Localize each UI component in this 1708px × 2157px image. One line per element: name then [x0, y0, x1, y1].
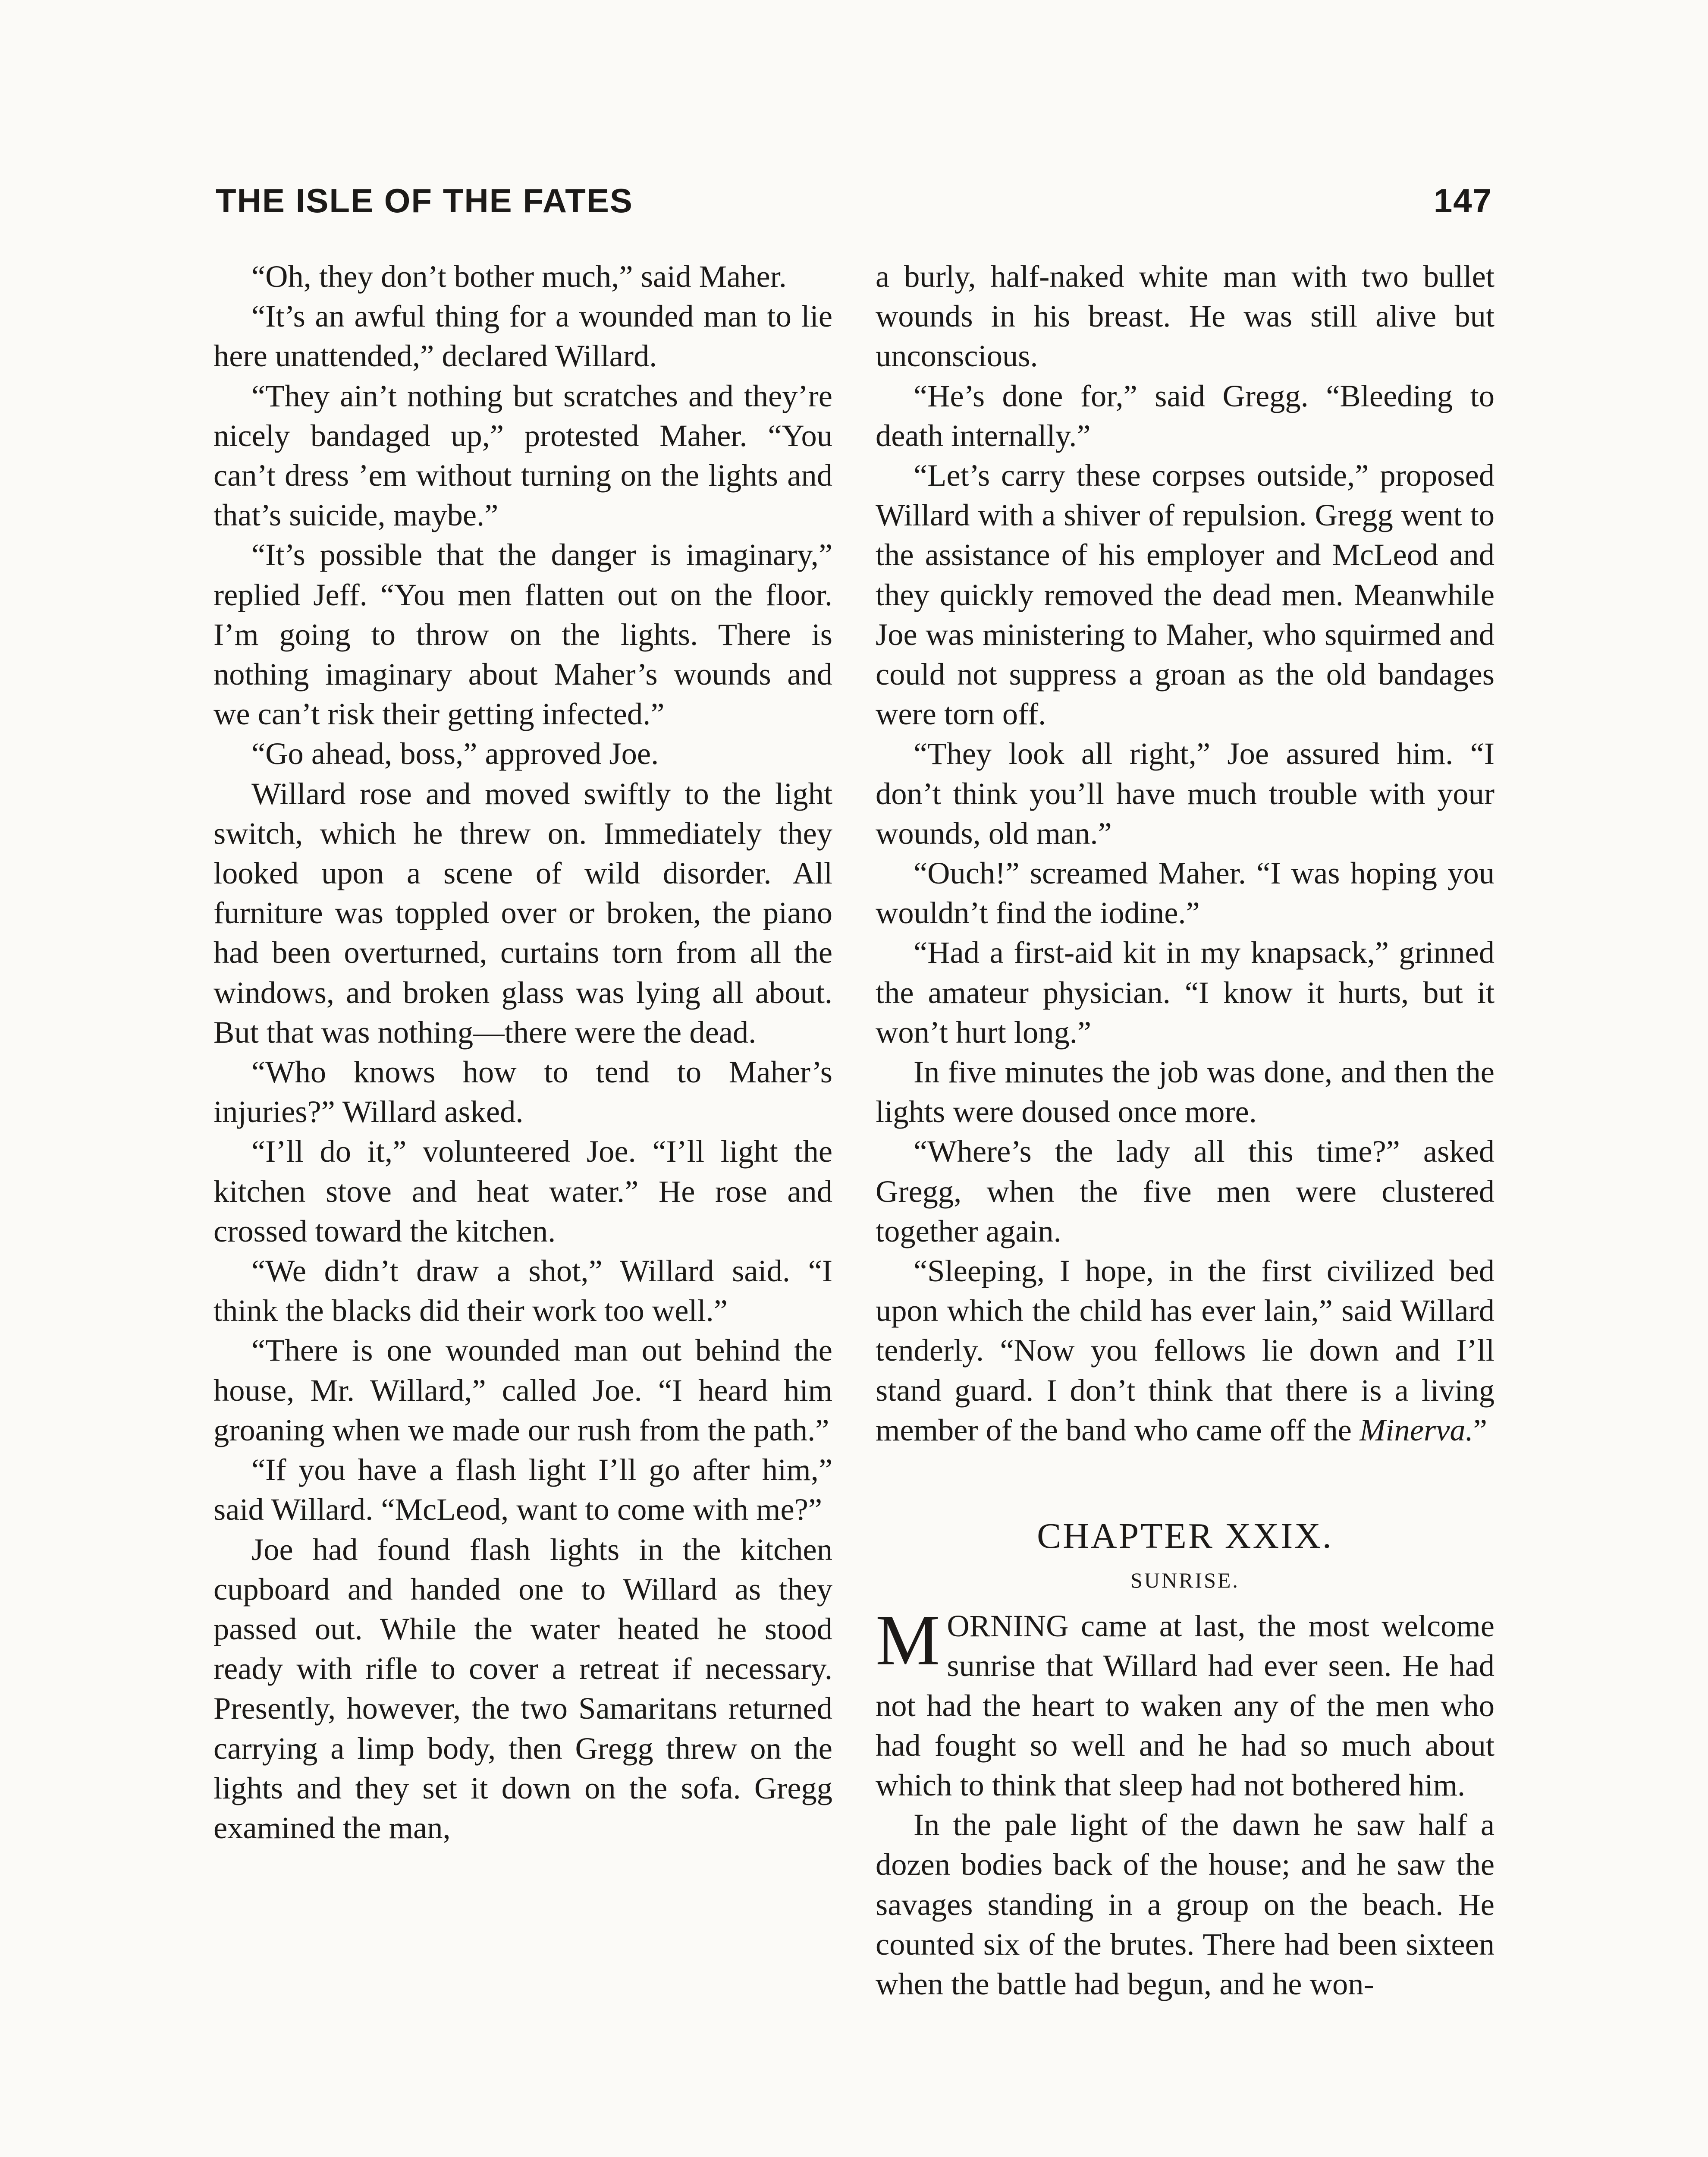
paragraph: “They look all right,” Joe assured him. “I don’t think you’ll have much trouble with your wounds, old man.” — [876, 736, 1494, 851]
opening-paragraph-text: ORNING came at last, the most welcome sunrise that Willard had ever seen. He had not had the heart to waken any of the men who had fought so well and he had so much about which to think that sleep had not bothered him. — [876, 1608, 1494, 1802]
paragraph: “He’s done for,” said Gregg. “Bleeding to death internally.” — [876, 378, 1494, 453]
paragraph: “Where’s the lady all this time?” asked Gregg, when the five men were clustered together again. — [876, 1134, 1494, 1248]
left-column — [214, 257, 832, 1848]
paragraph — [876, 1251, 1494, 1450]
paragraph: “It’s an awful thing for a wounded man to lie here unattended,” declared Willard. — [214, 299, 832, 374]
paragraph: Joe had found flash lights in the kitchen cupboard and handed one to Willard as they passed out. While the water heated he stood ready with rifle to cover a retreat if necessary. Presently, however, the two Samaritans returned carrying a limp body, then Gregg threw on the lights and they set it down on the sofa. Gregg examined the man, — [214, 1531, 832, 1845]
paragraph: In the pale light of the dawn he saw half a dozen bodies back of the house; and he saw the savages standing in a group on the beach. He counted six of the brutes. There had been sixteen when the battle had begun, and he won- — [876, 1807, 1494, 2001]
paragraph: “It’s possible that the danger is imaginary,” replied Jeff. “You men flatten out on the floor. I’m going to throw on the lights. There is nothing imaginary about Maher’s wounds and we can’t risk their getting infected.” — [214, 537, 832, 732]
paragraph: “Who knows how to tend to Maher’s injuries?” Willard asked. — [214, 1054, 832, 1129]
paragraph: “Oh, they don’t bother much,” said Maher. — [251, 259, 787, 294]
paragraph-continuation: a burly, half-naked white man with two bullet wounds in his breast. He was still alive but unconscious. — [876, 259, 1494, 374]
paragraph: “Let’s carry these corpses outside,” proposed Willard with a shiver of repulsion. Gregg went to the assistance of his employer and McLeod and they quickly removed the dead men. Meanwhile Joe was ministering to Maher, who squirmed and could not suppress a groan as the old bandages were torn off. — [876, 458, 1494, 732]
ship-name: Minerva. — [1359, 1412, 1473, 1447]
paragraph: “There is one wounded man out behind the house, Mr. Willard,” called Joe. “I heard him groaning when we made our rush from the path.” — [214, 1333, 832, 1447]
paragraph: “If you have a flash light I’ll go after him,” said Willard. “McLeod, want to come with me?” — [214, 1452, 832, 1527]
paragraph: “Had a first-aid kit in my knapsack,” grinned the amateur physician. “I know it hurts, but it won’t hurt long.” — [876, 935, 1494, 1050]
paragraph: “I’ll do it,” volunteered Joe. “I’ll light the kitchen stove and heat water.” He rose and crossed toward the kitchen. — [214, 1134, 832, 1248]
chapter-heading: CHAPTER XXIX. — [1037, 1516, 1333, 1556]
paragraph: “We didn’t draw a shot,” Willard said. “I think the blacks did their work too well.” — [214, 1253, 832, 1328]
paragraph-text: “Sleeping, I hope, in the first civilized bed upon which the child has ever lain,” said Willard tenderly. “Now you fellows lie down and I’ll stand guard. I don’t think that there is a living member of the band who came off the — [876, 1253, 1494, 1447]
closing-quote: ” — [1473, 1412, 1487, 1447]
page-number: 147 — [1433, 182, 1492, 220]
paragraph: “They ain’t nothing but scratches and they’re nicely bandaged up,” protested Maher. “You can’t dress ’em without turning on the lights and that’s suicide, maybe.” — [214, 378, 832, 533]
opening-paragraph — [876, 1600, 1494, 1805]
right-column — [876, 257, 1494, 2004]
running-head — [216, 181, 1492, 233]
paragraph: “Ouch!” screamed Maher. “I was hoping you wouldn’t find the iodine.” — [876, 855, 1494, 931]
drop-cap: M — [876, 1600, 940, 1681]
paragraph: “Go ahead, boss,” approved Joe. — [251, 736, 659, 771]
paragraph: In five minutes the job was done, and then the lights were doused once more. — [876, 1054, 1494, 1129]
chapter-subtitle: SUNRISE. — [1130, 1568, 1240, 1593]
paragraph: Willard rose and moved swiftly to the light switch, which he threw on. Immediately they looked upon a scene of wild disorder. All furniture was toppled over or broken, the piano had been overturned, curtains torn from all the windows, and broken glass was lying all about. But that was nothing—there were the dead. — [214, 776, 832, 1050]
running-title: THE ISLE OF THE FATES — [216, 182, 633, 220]
